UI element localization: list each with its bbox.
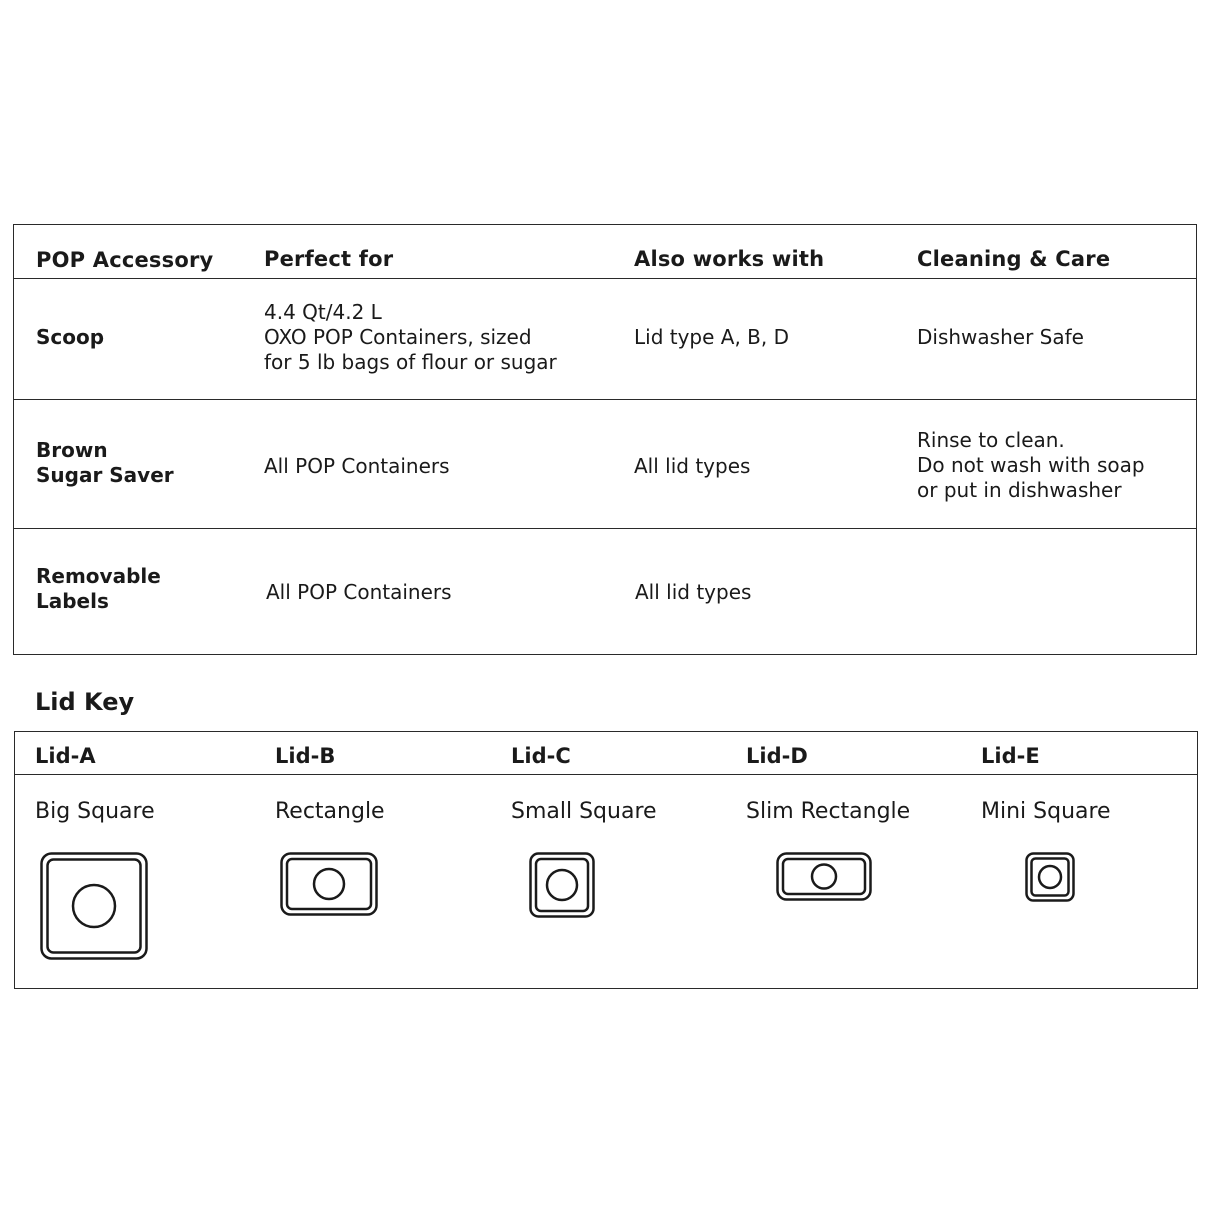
accessory-name: Brown	[36, 438, 108, 462]
cleaning-cell	[917, 325, 1084, 350]
lid-name: Big Square	[35, 799, 155, 824]
lid-key-table	[14, 731, 1198, 989]
header-pop-accessory: POP Accessory	[36, 248, 214, 272]
perfect-for-line: for 5 lb bags of flour or sugar	[264, 350, 557, 374]
cleaning-line: or put in dishwasher	[917, 478, 1122, 502]
perfect-for-line: All POP Containers	[264, 454, 450, 478]
perfect-for-cell	[266, 580, 452, 605]
accessory-name: Sugar Saver	[36, 463, 174, 487]
header-perfect-for: Perfect for	[264, 247, 394, 271]
big-square-lid-icon	[40, 852, 148, 960]
table-row	[36, 325, 104, 350]
mini-square-lid-icon	[1025, 852, 1075, 902]
perfect-for-line: 4.4 Qt/4.2 L	[264, 300, 382, 324]
table-divider	[14, 399, 1197, 400]
perfect-for-cell	[264, 300, 557, 375]
cleaning-line: Dishwasher Safe	[917, 325, 1084, 349]
small-square-lid-icon	[529, 852, 595, 918]
lid-key-divider	[15, 774, 1197, 775]
lid-label: Lid-C	[511, 744, 571, 768]
cleaning-line: Rinse to clean.	[917, 428, 1065, 452]
slim-rectangle-lid-icon	[776, 852, 872, 901]
lid-label: Lid-D	[746, 744, 808, 768]
lid-label: Lid-A	[35, 744, 96, 768]
lid-label: Lid-E	[981, 744, 1040, 768]
lid-name: Small Square	[511, 799, 657, 824]
header-also-works-with: Also works with	[634, 247, 825, 271]
perfect-for-line: OXO POP Containers, sized	[264, 325, 532, 349]
perfect-for-line: All POP Containers	[266, 580, 452, 604]
lid-name: Rectangle	[275, 799, 385, 824]
table-divider	[14, 278, 1197, 279]
table-row	[36, 438, 174, 488]
accessory-name: Scoop	[36, 325, 105, 349]
cleaning-cell	[917, 428, 1145, 503]
also-works-with-cell: All lid types	[635, 580, 752, 604]
lid-name: Mini Square	[981, 799, 1111, 824]
table-row	[36, 564, 161, 614]
table-divider	[14, 528, 1197, 529]
lid-key-title: Lid Key	[35, 688, 135, 716]
accessory-name: Labels	[36, 589, 109, 613]
lid-name: Slim Rectangle	[746, 799, 911, 824]
also-works-with-cell: Lid type A, B, D	[634, 325, 790, 349]
perfect-for-cell	[264, 454, 450, 479]
accessory-name: Removable	[36, 564, 161, 588]
also-works-with-cell: All lid types	[634, 454, 751, 478]
header-cleaning-care: Cleaning & Care	[917, 247, 1111, 271]
cleaning-line: Do not wash with soap	[917, 453, 1145, 477]
lid-label: Lid-B	[275, 744, 336, 768]
rectangle-lid-icon	[280, 852, 378, 916]
